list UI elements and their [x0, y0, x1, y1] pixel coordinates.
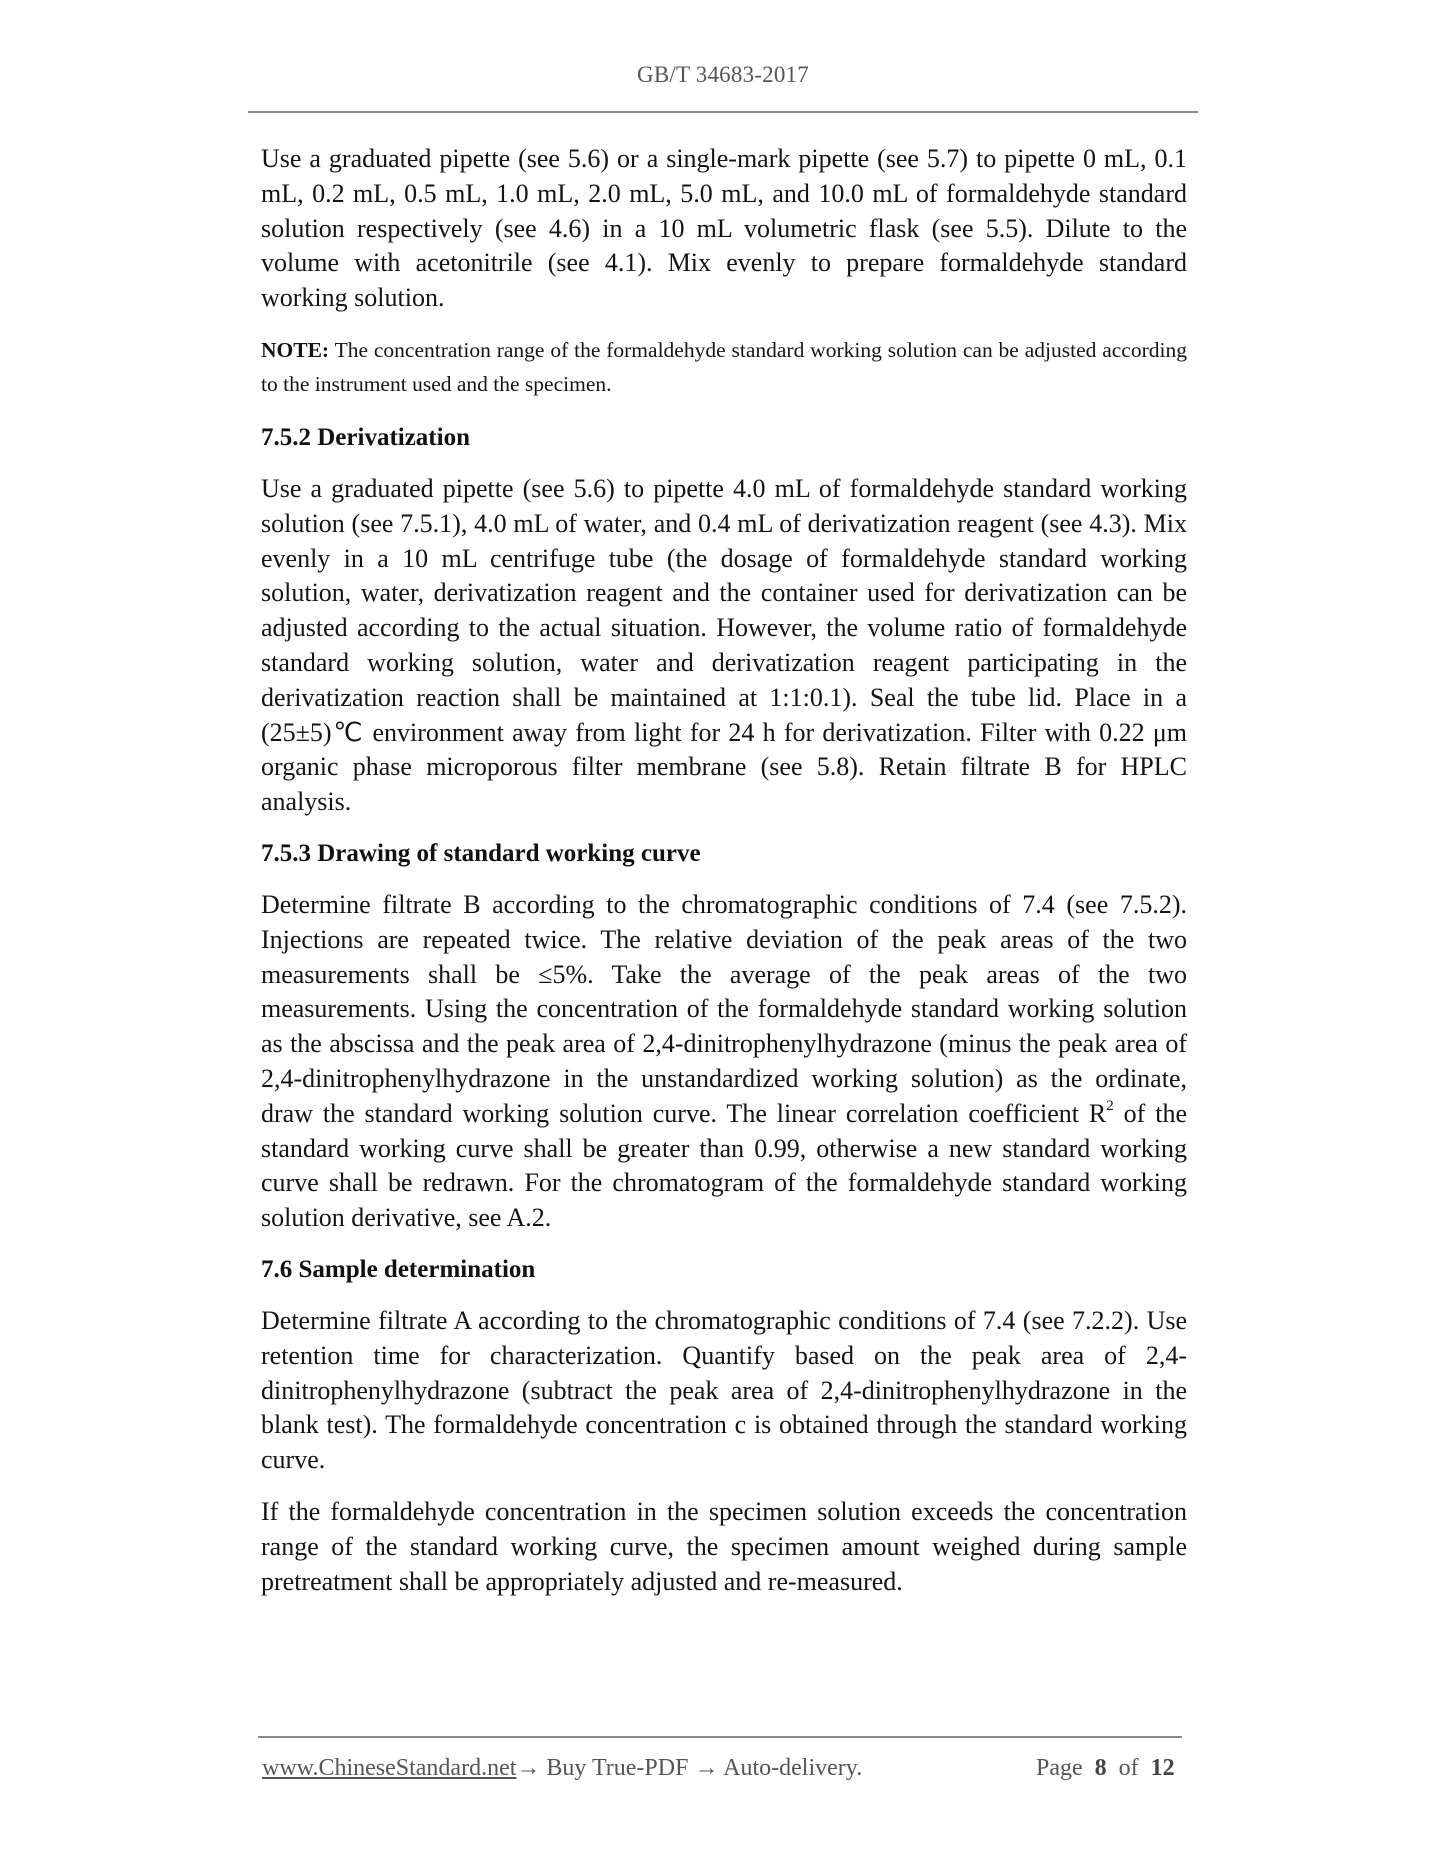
page-number	[1036, 1755, 1175, 1782]
section-heading-7-5-2: 7.5.2 Derivatization	[261, 423, 470, 451]
superscript-2: 2	[1106, 1098, 1114, 1115]
note-text: The concentration range of the formaldehyde standard working solution can be adjusted according to the instrument used and the specimen.	[261, 337, 1187, 397]
page-total: 12	[1150, 1755, 1175, 1781]
chinesestandard-link[interactable]: www.ChineseStandard.net	[262, 1755, 517, 1781]
page-content	[261, 142, 1187, 1599]
paragraph-concentration-adjustment: If the formaldehyde concentration in the specimen solution exceeds the concentration range of the standard working curve, the specimen amount weighed during sample pretreatment shall be appropriately adjusted and re-measured.	[261, 1496, 1187, 1596]
header-divider	[248, 111, 1198, 113]
footer-divider	[258, 1736, 1182, 1738]
page-of-label: of	[1118, 1755, 1139, 1781]
paragraph-standard-working-solution: Use a graduated pipette (see 5.6) or a single-mark pipette (see 5.7) to pipette 0 mL, 0.1 mL, 0.2 mL, 0.5 mL, 1.0 mL, 2.0 mL, 5.0 mL, and 10.0 mL of formaldehyde standard solution respectively (see 4.6) in a 10 mL volumetric flask (see 5.5). Dilute to the volume with acetonitrile (see 4.1). Mix evenly to prepare formaldehyde standard working solution.	[261, 144, 1187, 313]
auto-delivery-text: Auto-delivery.	[718, 1755, 863, 1781]
note-paragraph	[261, 333, 1187, 402]
paragraph-standard-working-curve	[261, 888, 1187, 1236]
note-label: NOTE:	[261, 337, 330, 362]
section-heading-7-5-3: 7.5.3 Drawing of standard working curve	[261, 839, 701, 867]
buy-true-pdf-text: Buy True-PDF	[540, 1755, 695, 1781]
section-heading-7-6: 7.6 Sample determination	[261, 1255, 536, 1283]
paragraph-derivatization: Use a graduated pipette (see 5.6) to pipette 4.0 mL of formaldehyde standard working solution (see 7.5.1), 4.0 mL of water, and 0.4 mL of derivatization reagent (see 4.3). Mix evenly in a 10 mL centrifuge tube (the dosage of formaldehyde standard working solution, water, derivatization reagent and the container used for derivatization can be adjusted according to the actual situation. However, the volume ratio of formaldehyde standard working solution, water and derivatization reagent participating in the derivatization reaction shall be maintained at 1:1:0.1). Seal the tube lid. Place in a (25±5)℃ environment away from light for 24 h for derivatization. Filter with 0.22 μm organic phase microporous filter membrane (see 5.8). Retain filtrate B for HPLC analysis.	[261, 473, 1187, 817]
arrow-right-icon: →	[694, 1755, 719, 1781]
page-label: Page	[1036, 1755, 1083, 1781]
curve-text-part-1: Determine filtrate B according to the chromatographic conditions of 7.4 (see 7.5.2). Injections are repeated twice. The relative deviation of the peak areas of the two measurements shall be ≤5%. Take the average of the peak areas of the two measurements. Using the concentration of the formaldehyde standard working solution as the abscissa and the peak area of 2,4-dinitrophenylhydrazone (minus the peak area of 2,4-dinitrophenylhydrazone in the unstandardized working solution) as the ordinate, draw the standard working solution curve. The linear correlation coefficient R	[261, 889, 1187, 1128]
paragraph-sample-determination: Determine filtrate A according to the chromatographic conditions of 7.4 (see 7.2.2). Use retention time for characterization. Quantify based on the peak area of 2,4-dinitrophenylhydrazone (subtract the peak area of 2,4-dinitrophenylhydrazone in the blank test). The formaldehyde concentration c is obtained through the standard working curve.	[261, 1305, 1187, 1475]
document-code-header: GB/T 34683-2017	[637, 62, 809, 87]
arrow-right-icon: →	[516, 1755, 541, 1781]
page-current: 8	[1094, 1755, 1107, 1781]
footer-promo	[262, 1755, 862, 1782]
curve-text-part-2: of the standard working curve shall be greater than 0.99, otherwise a new standard working curve shall be redrawn. For the chromatogram of the formaldehyde standard working solution derivative, see A.2.	[261, 1098, 1188, 1233]
